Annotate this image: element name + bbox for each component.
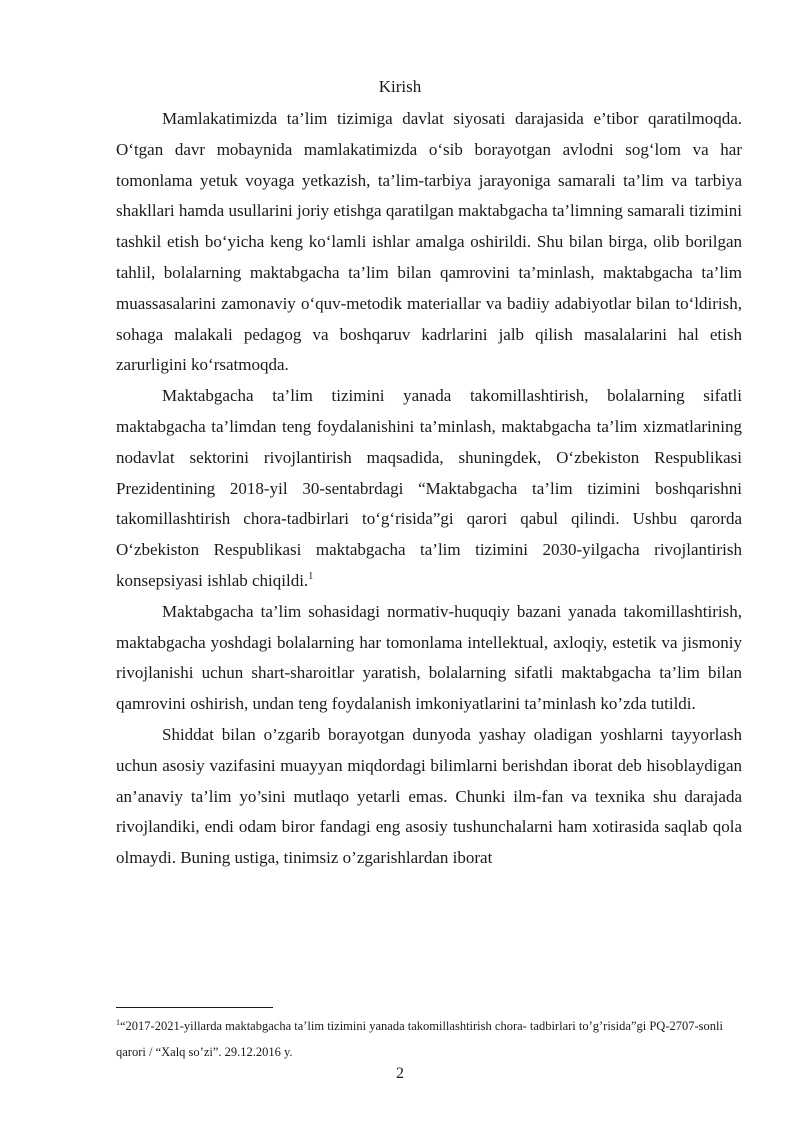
footnote-reference: 1 (308, 570, 314, 582)
footnote-marker: 1 (116, 1018, 120, 1027)
paragraph-2-text: Maktabgacha ta’lim tizimini yanada takomillashtirish, bolalarning sifatli maktabgacha ta’limdan teng foydalanishini ta’minlash, maktabgacha ta’lim xizmatlarining nodavlat sektorini rivojlantirish maqsadida, shuningdek, O‘zbekiston Respublikasi Prezidentining 2018-yil 30-sentabrdagi “Maktabgacha ta’lim tizimini boshqarishni takomillashtirish chora-tadbirlari to‘g‘risida”gi qarori qabul qilindi. Ushbu qarorda O‘zbekiston Respublikasi maktabgacha ta’lim tizimini 2030-yilgacha rivojlantirish konsepsiyasi ishlab chiqildi. (116, 386, 742, 590)
footnote-text: “2017-2021-yillarda maktabgacha ta’lim tizimini yanada takomillashtirish chora- tadbirlari to’g’risida”gi PQ-2707-sonli qarori / “Xalq so’zi”. 29.12.2016 y. (116, 1019, 723, 1059)
footnote-separator (116, 1007, 273, 1008)
paragraph-2 (116, 381, 742, 597)
paragraph-3: Maktabgacha ta’lim sohasidagi normativ-huquqiy bazani yanada takomillashtirish, maktabgacha yoshdagi bolalarning har tomonlama intellektual, axloqiy, estetik va jismoniy rivojlanishi uchun shart-sharoitlar yaratish, bolalarning sifatli maktabgacha ta’lim bilan qamrovini oshirish, undan teng foydalanish imkoniyatlarini ta’minlash ko’zda tutildi. (116, 601, 742, 714)
paragraph-4: Shiddat bilan o’zgarib borayotgan dunyoda yashay oladigan yoshlarni tayyorlash uchun asosiy vazifasini muayyan miqdordagi bilimlarni berishdan iborat deb hisoblaydigan an’anaviy ta’lim yo’sini mutlaqo yetarli emas. Chunki ilm-fan va texnika shu darajada rivojlandiki, endi odam biror fandagi eng asosiy tushunchalarni ham xotirasida saqlab qola olmaydi. Buning ustiga, tinimsiz o’zgarishlardan iborat (116, 724, 742, 868)
paragraph-1: Mamlakatimizda ta’lim tizimiga davlat siyosati darajasida e’tibor qaratilmoqda. O‘tgan davr mobaynida mamlakatimizda o‘sib borayotgan avlodni sog‘lom va har tomonlama yetuk voyaga yetkazish, ta’lim-tarbiya jarayoniga samarali ta’lim va tarbiya shakllari hamda usullarini joriy etishga qaratilgan maktabgacha ta’limning samarali tizimini tashkil etish bo‘yicha keng ko‘lamli ishlar amalga oshirildi. Shu bilan birga, olib borilgan tahlil, bolalarning maktabgacha ta’lim bilan qamrovini ta’minlash, maktabgacha ta’lim muassasalarini zamonaviy o‘quv-metodik materiallar va badiiy adabiyotlar bilan to‘ldirish, sohaga malakali pedagog va boshqaruv kadrlarini jalb qilish masalalarini hal etish zarurligini ko‘rsatmoqda. (116, 109, 742, 375)
footnote (116, 1013, 742, 1065)
body-text (116, 104, 742, 874)
page-number: 2 (396, 1065, 404, 1082)
section-title: Kirish (378, 77, 422, 96)
